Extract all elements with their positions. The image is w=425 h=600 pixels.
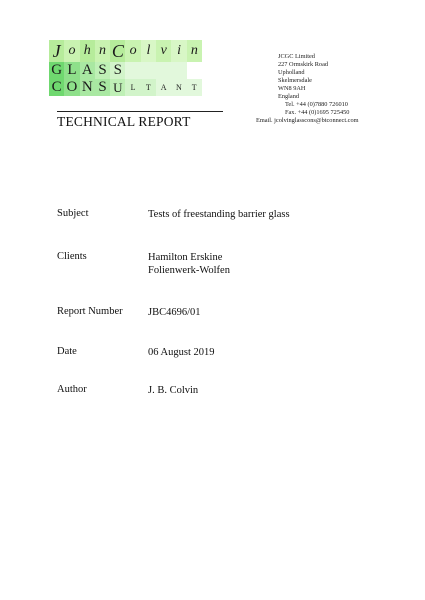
logo-blank-cell [171, 62, 186, 79]
logo-letter: G [49, 62, 64, 79]
address-postcode: WN8 9AH [278, 85, 306, 92]
address-area: Upholland [278, 69, 305, 76]
logo-letter: T [187, 79, 202, 96]
logo-letter: N [80, 79, 95, 96]
logo-row-glass [49, 62, 187, 79]
address-town: Skelmersdale [278, 77, 312, 84]
company-logo [49, 40, 198, 96]
report-title: TECHNICAL REPORT [57, 114, 191, 129]
author-value: J. B. Colvin [148, 385, 199, 396]
logo-letter: v [156, 40, 171, 62]
logo-letter: L [64, 62, 79, 79]
report-number-value: JBC4696/01 [148, 307, 201, 318]
address-street: 227 Ormskirk Road [278, 61, 329, 68]
address-fax: Fax. +44 (0)1695 725450 [285, 109, 350, 116]
date-label: Date [57, 346, 77, 357]
clients-value [148, 251, 230, 277]
logo-row-name [49, 40, 202, 62]
logo-letter: C [49, 79, 64, 96]
logo-blank-cell [141, 62, 156, 79]
title-divider [57, 111, 223, 112]
company-address [256, 53, 381, 125]
logo-letter: o [125, 40, 140, 62]
address-telephone: Tel. +44 (0)7880 726010 [285, 101, 348, 108]
logo-letter: A [156, 79, 171, 96]
logo-letter: n [187, 40, 202, 62]
logo-letter: S [95, 79, 110, 96]
logo-letter: n [95, 40, 110, 62]
subject-label: Subject [57, 208, 89, 219]
date-value: 06 August 2019 [148, 347, 215, 358]
logo-letter: S [110, 62, 125, 79]
subject-value: Tests of freestanding barrier glass [148, 209, 290, 220]
logo-letter: O [64, 79, 79, 96]
logo-letter: o [64, 40, 79, 62]
logo-letter: l [141, 40, 156, 62]
client-name: Folienwerk-Wolfen [148, 265, 230, 276]
author-label: Author [57, 384, 87, 395]
logo-letter: T [141, 79, 156, 96]
logo-letter: N [171, 79, 186, 96]
clients-label: Clients [57, 251, 87, 262]
logo-letter: i [171, 40, 186, 62]
logo-letter: L [125, 79, 140, 96]
address-company: JCGC Limited [278, 53, 315, 60]
report-number-label: Report Number [57, 306, 123, 317]
logo-blank-cell [125, 62, 140, 79]
logo-letter: U [110, 79, 125, 96]
address-email: Email. jcolvinglasscons@btconnect.com [256, 117, 359, 124]
logo-row-consultant [49, 79, 202, 96]
logo-letter: J [49, 40, 64, 62]
client-name: Hamilton Erskine [148, 252, 223, 263]
logo-letter: C [111, 41, 124, 61]
address-country: England [278, 93, 299, 100]
logo-letter: h [80, 40, 95, 62]
logo-blank-cell [156, 62, 171, 79]
logo-letter: A [80, 62, 95, 79]
logo-letter: S [95, 62, 110, 79]
